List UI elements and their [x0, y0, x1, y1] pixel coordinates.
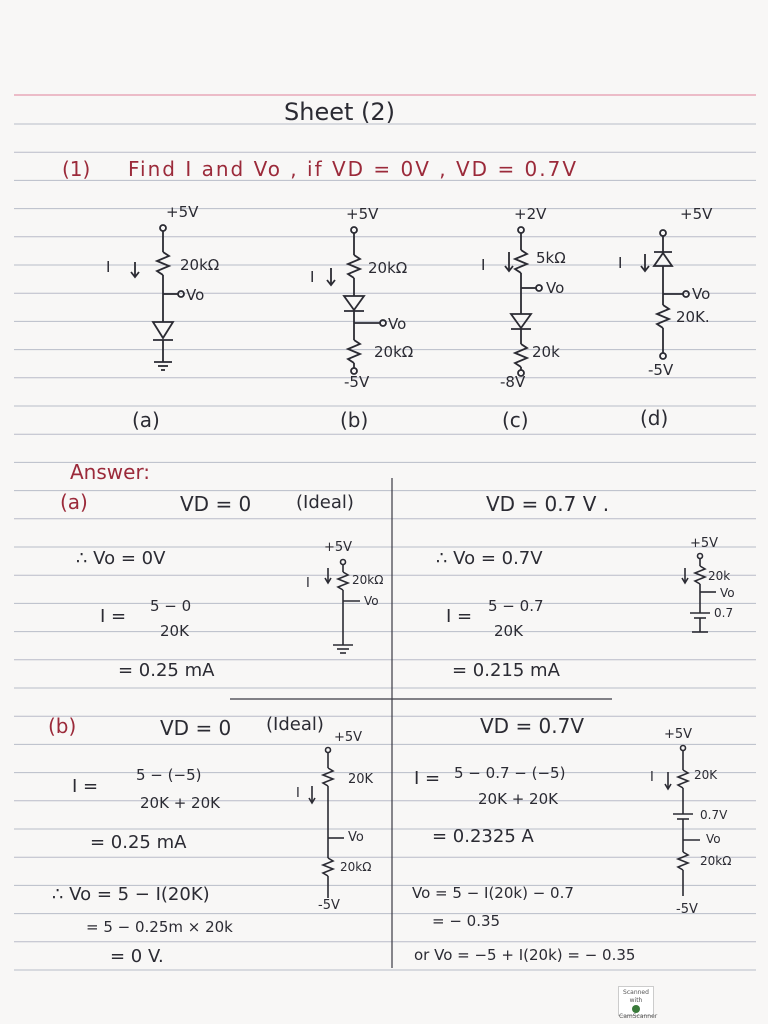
part-b-real-circuit-supply-bottom: -5V [676, 902, 698, 917]
circuit-d-label: (d) [640, 406, 669, 430]
watermark-line2: CamScanner [619, 1013, 658, 1020]
circuit-a-supply: +5V [166, 203, 199, 221]
circuit-b-resistor-bottom: 20kΩ [374, 343, 414, 361]
camscanner-watermark [618, 986, 658, 1020]
page-title: Sheet (2) [284, 98, 396, 126]
part-a-real-i-lhs: I = [446, 606, 473, 627]
part-b-ideal-vo-line2: = 5 − 0.25m × 20k [86, 918, 233, 936]
circuit-c-label: (c) [502, 408, 529, 432]
part-b-real-circuit-battery: 0.7V [700, 808, 728, 822]
part-b-real-circuit-supply-top: +5V [664, 727, 693, 742]
camscanner-logo-icon [632, 1005, 640, 1013]
part-a-ideal-i-num: 5 − 0 [150, 597, 192, 615]
part-b-real-circuit-current: I [650, 770, 654, 785]
part-b-ideal-i-den: 20K + 20K [140, 794, 220, 812]
part-a-real-i-num: 5 − 0.7 [488, 597, 544, 615]
part-b-real-vo-line1: Vo = 5 − I(20k) − 0.7 [412, 884, 574, 902]
circuit-a-output: Vo [186, 286, 205, 304]
circuit-d-current: I [618, 254, 623, 272]
part-a-real-circuit-battery: 0.7 [714, 606, 734, 620]
part-a-ideal-i-result: = 0.25 mA [118, 660, 215, 681]
part-b-real-vo-line2: = − 0.35 [432, 912, 501, 930]
part-b-ideal-circuit-current: I [296, 786, 300, 801]
circuit-b-output: Vo [388, 315, 407, 333]
part-a-ideal-i-lhs: I = [100, 606, 127, 627]
part-a-real-i-result: = 0.215 mA [452, 660, 560, 681]
circuit-b-supply-bottom: -5V [344, 373, 370, 391]
part-b-ideal-note: (Ideal) [266, 714, 324, 735]
circuit-b-current: I [310, 268, 315, 286]
part-b-real-i-result: = 0.2325 A [432, 826, 534, 847]
part-b-real-circuit-resistor-bottom: 20kΩ [700, 854, 732, 868]
circuit-a-current: I [106, 258, 111, 276]
part-b-real-heading: VD = 0.7V [480, 714, 585, 738]
part-b-label: (b) [48, 714, 77, 738]
part-b-ideal-vo-result: = 0 V. [110, 946, 164, 967]
circuit-d-resistor-bottom: 20K. [676, 308, 710, 326]
circuit-c-supply: +2V [514, 205, 547, 223]
question-number: (1) [62, 157, 91, 181]
circuit-d-output: Vo [692, 285, 711, 303]
watermark-line1: Scanned with [623, 989, 649, 1004]
circuit-c-resistor-bottom: 20k [532, 343, 560, 361]
circuit-a-resistor: 20kΩ [180, 256, 220, 274]
part-b-real-i-num: 5 − 0.7 − (−5) [454, 764, 566, 782]
part-a-ideal-circuit-resistor: 20kΩ [352, 573, 384, 587]
circuit-c-resistor-top: 5kΩ [536, 249, 566, 267]
part-b-real-circuit-output: Vo [706, 832, 721, 846]
circuit-c-output: Vo [546, 279, 565, 297]
part-a-ideal-note: (Ideal) [296, 492, 354, 513]
circuit-c-supply-bottom: -8V [500, 373, 526, 391]
part-a-ideal-circuit-supply: +5V [324, 540, 353, 555]
part-b-ideal-i-result: = 0.25 mA [90, 832, 187, 853]
part-a-ideal-circuit-current: I [306, 576, 310, 591]
part-b-real-vo-line3: or Vo = −5 + I(20k) = − 0.35 [414, 946, 636, 964]
part-a-real-circuit-supply: +5V [690, 536, 719, 551]
part-a-ideal-i-den: 20K [160, 622, 189, 640]
part-a-label: (a) [60, 490, 88, 514]
part-b-ideal-circuit-supply-bottom: -5V [318, 898, 340, 913]
part-b-real-circuit-resistor-top: 20K [694, 768, 718, 782]
part-a-real-i-den: 20K [494, 622, 523, 640]
part-b-ideal-circuit-resistor-bottom: 20kΩ [340, 860, 372, 874]
part-a-real-heading: VD = 0.7 V . [486, 492, 610, 516]
circuit-b-label: (b) [340, 408, 369, 432]
part-a-ideal-circuit-output: Vo [364, 594, 379, 608]
circuit-d-supply: +5V [680, 205, 713, 223]
part-b-ideal-i-num: 5 − (−5) [136, 766, 202, 784]
answer-heading: Answer: [70, 460, 151, 484]
part-b-ideal-circuit-resistor-top: 20K [348, 772, 374, 787]
part-b-ideal-heading: VD = 0 [160, 716, 232, 740]
part-a-ideal-heading: VD = 0 [180, 492, 252, 516]
circuit-a-label: (a) [132, 408, 160, 432]
question-text: Find I and Vo , if VD = 0V , VD = 0.7V [128, 157, 579, 181]
part-a-real-vo: ∴ Vo = 0.7V [436, 548, 543, 569]
part-b-real-i-lhs: I = [414, 768, 441, 789]
circuit-b-supply: +5V [346, 205, 379, 223]
part-b-ideal-circuit [309, 748, 344, 899]
part-a-real-circuit [682, 554, 716, 633]
part-b-ideal-vo-line1: ∴ Vo = 5 − I(20K) [52, 884, 210, 905]
part-b-ideal-i-lhs: I = [72, 776, 99, 797]
circuit-c-current: I [481, 256, 486, 274]
circuit-d-supply-bottom: -5V [648, 361, 674, 379]
part-a-ideal-vo: ∴ Vo = 0V [76, 548, 166, 569]
part-a-real-circuit-output: Vo [720, 586, 735, 600]
part-a-real-circuit-resistor: 20k [708, 569, 731, 583]
part-b-ideal-circuit-output: Vo [348, 830, 364, 845]
circuit-b-resistor-top: 20kΩ [368, 259, 408, 277]
part-b-real-i-den: 20K + 20K [478, 790, 558, 808]
part-b-ideal-circuit-supply-top: +5V [334, 730, 363, 745]
